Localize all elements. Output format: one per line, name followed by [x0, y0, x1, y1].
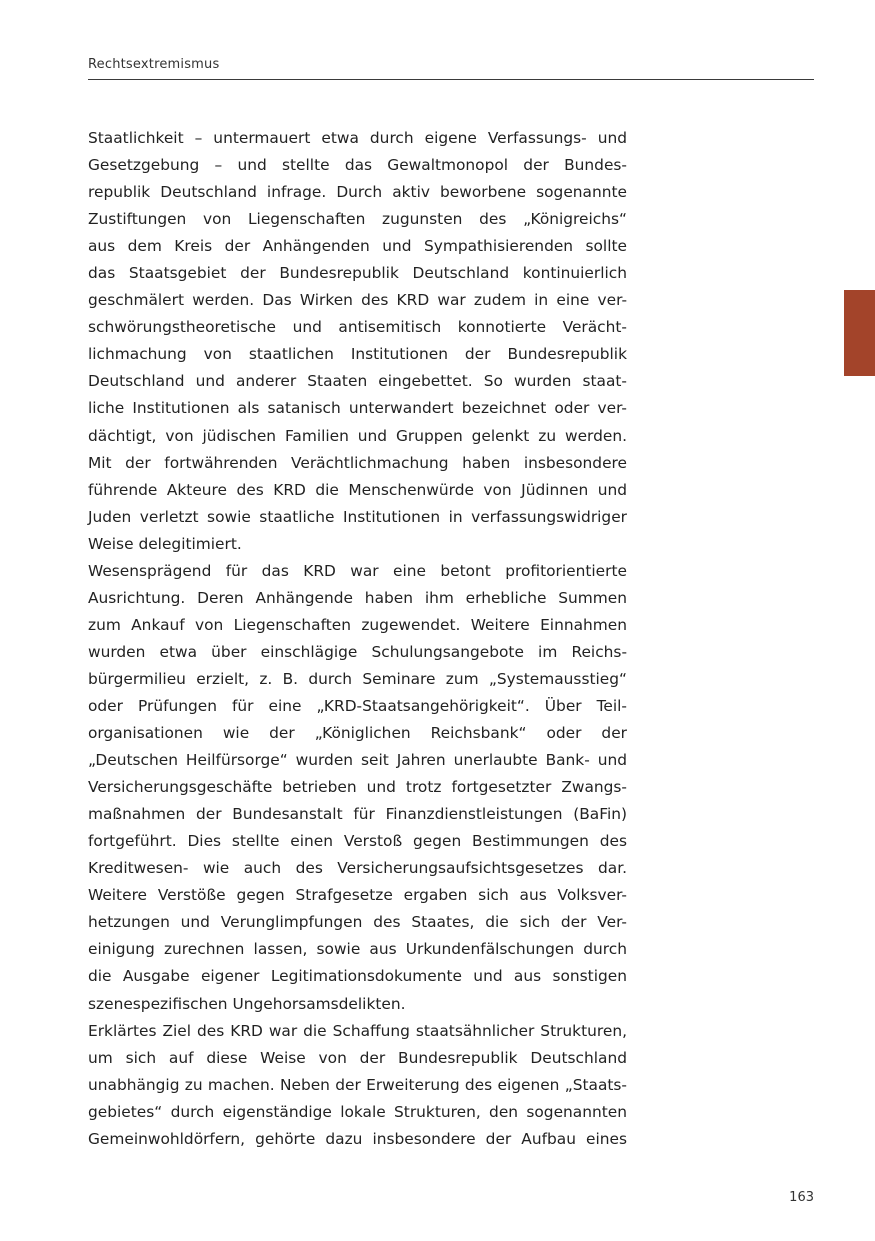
text-line: Gesetzgebung – und stellte das Gewaltmonopol der Bundes- — [88, 156, 627, 175]
paragraph-2 — [88, 558, 627, 1018]
text-line: Ausrichtung. Deren Anhängende haben ihm erhebliche Summen — [88, 588, 627, 607]
chapter-thumb-tab — [844, 290, 875, 376]
text-line: das Staatsgebiet der Bundesrepublik Deutschland kontinuierlich — [88, 264, 627, 283]
text-line: Juden verletzt sowie staatliche Institutionen in verfassungswidriger — [88, 507, 627, 526]
text-line: Deutschland und anderer Staaten eingebettet. So wurden staat- — [88, 372, 627, 391]
text-line: hetzungen und Verunglimpfungen des Staates, die sich der Ver- — [88, 913, 627, 932]
text-line: aus dem Kreis der Anhängenden und Sympathisierenden sollte — [88, 237, 627, 256]
text-line: Mit der fortwährenden Verächtlichmachung haben insbesondere — [88, 453, 627, 472]
text-line: szenespezifischen Ungehorsamsdelikten. — [88, 994, 406, 1013]
text-line: schwörungstheoretische und antisemitisch konnotierte Verächt- — [88, 318, 627, 337]
text-line: wurden etwa über einschlägige Schulungsangebote im Reichs- — [88, 642, 627, 661]
text-line: die Ausgabe eigener Legitimationsdokumente und aus sonstigen — [88, 967, 627, 986]
page-number: 163 — [789, 1190, 814, 1205]
text-line: „Deutschen Heilfürsorge“ wurden seit Jahren unerlaubte Bank- und — [88, 751, 627, 770]
paragraph-1 — [88, 125, 627, 558]
text-line: um sich auf diese Weise von der Bundesrepublik Deutschland — [88, 1048, 627, 1067]
text-line: Versicherungsgeschäfte betrieben und trotz fortgesetzter Zwangs- — [88, 778, 627, 797]
text-line: maßnahmen der Bundesanstalt für Finanzdienstleistungen (BaFin) — [88, 805, 627, 824]
text-line: Zustiftungen von Liegenschaften zugunsten des „Königreichs“ — [88, 210, 627, 229]
text-line: führende Akteure des KRD die Menschenwürde von Jüdinnen und — [88, 480, 627, 499]
text-line: unabhängig zu machen. Neben der Erweiterung des eigenen „Staats- — [88, 1075, 627, 1094]
text-line: liche Institutionen als satanisch unterwandert bezeichnet oder ver- — [88, 399, 627, 418]
text-line: gebietes“ durch eigenständige lokale Strukturen, den sogenannten — [88, 1102, 627, 1121]
text-line: zum Ankauf von Liegenschaften zugewendet. Weitere Einnahmen — [88, 615, 627, 634]
text-line: organisationen wie der „Königlichen Reichsbank“ oder der — [88, 724, 627, 743]
text-line: Weitere Verstöße gegen Strafgesetze ergaben sich aus Volksver- — [88, 886, 627, 905]
header-divider — [88, 79, 814, 80]
text-line: Erklärtes Ziel des KRD war die Schaffung staatsähnlicher Strukturen, — [88, 1021, 627, 1040]
running-head-title: Rechtsextremismus — [88, 57, 220, 72]
text-line: Gemeinwohldörfern, gehörte dazu insbesondere der Aufbau eines — [88, 1129, 627, 1148]
body-text — [88, 125, 627, 1153]
text-line: oder Prüfungen für eine „KRD-Staatsangehörigkeit“. Über Teil- — [88, 696, 627, 715]
paragraph-3 — [88, 1018, 627, 1153]
text-line: Wesensprägend für das KRD war eine betont profitorientierte — [88, 561, 627, 580]
text-line: Staatlichkeit – untermauert etwa durch eigene Verfassungs- und — [88, 129, 627, 147]
text-line: einigung zurechnen lassen, sowie aus Urkundenfälschungen durch — [88, 940, 627, 959]
text-line: Kreditwesen- wie auch des Versicherungsaufsichtsgesetzes dar. — [88, 859, 627, 878]
text-line: Weise delegitimiert. — [88, 534, 242, 553]
text-line: fortgeführt. Dies stellte einen Verstoß gegen Bestimmungen des — [88, 832, 627, 851]
text-line: bürgermilieu erzielt, z. B. durch Seminare zum „Systemausstieg“ — [88, 669, 627, 688]
text-line: lichmachung von staatlichen Institutionen der Bundesrepublik — [88, 345, 627, 364]
text-line: dächtigt, von jüdischen Familien und Gruppen gelenkt zu werden. — [88, 426, 627, 445]
text-line: geschmälert werden. Das Wirken des KRD war zudem in eine ver- — [88, 291, 627, 310]
text-line: republik Deutschland infrage. Durch aktiv beworbene sogenannte — [88, 183, 627, 202]
